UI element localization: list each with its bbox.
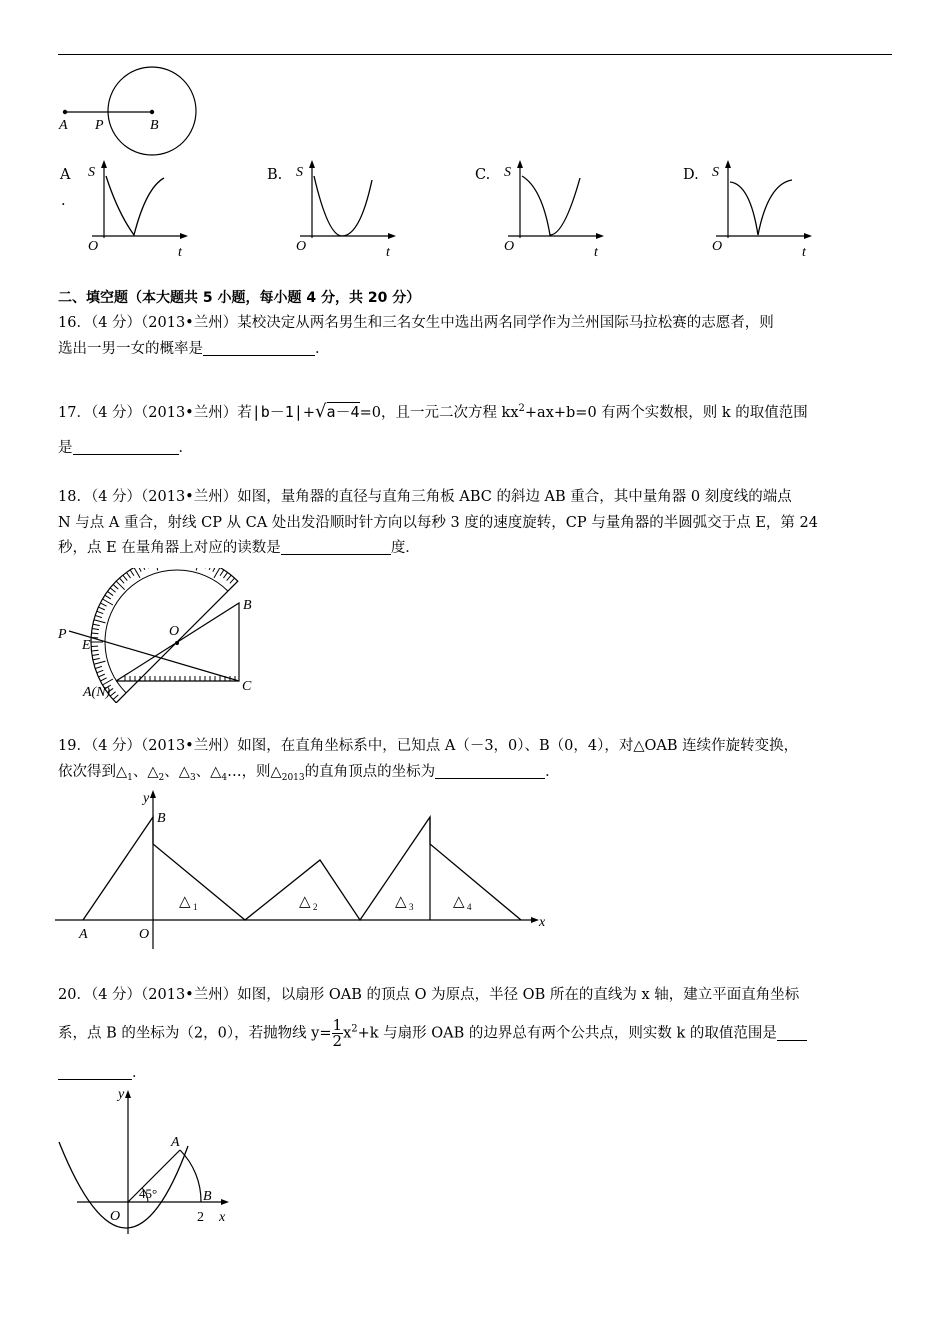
section-title: 二、填空题（本大题共 5 小题，每小题 4 分，共 20 分） <box>58 290 421 306</box>
protractor-tick <box>226 575 231 580</box>
graph-option-c <box>498 158 608 262</box>
svg-text:x: x <box>219 1210 226 1225</box>
point-a <box>63 110 67 114</box>
q20-line2: 系，点 B 的坐标为（2，0），若抛物线 y= $\frac{1}{2}$ $x^2+k$ 与扇形 OAB 的边界总有两个公共点，则实数 k 的取值范围是 <box>58 1018 807 1049</box>
protractor-tick <box>129 570 135 576</box>
svg-text:2: 2 <box>313 902 318 912</box>
graph-option-d <box>706 158 816 262</box>
svg-text:O: O <box>88 239 99 254</box>
svg-text:1: 1 <box>193 902 198 912</box>
svg-text:S: S <box>88 165 95 180</box>
curve-a <box>106 176 164 235</box>
protractor-tick <box>219 570 225 576</box>
circle-segment-figure <box>55 62 205 162</box>
protractor-figure <box>55 568 270 703</box>
svg-text:O: O <box>296 239 307 254</box>
q18-line3: 秒，点 E 在量角器上对应的读数是 度． <box>58 540 420 556</box>
q20-line3: ． <box>58 1062 147 1084</box>
point-b <box>150 110 154 114</box>
svg-text:O: O <box>169 624 180 639</box>
protractor-tick <box>93 621 100 628</box>
fraction-one-half: $\frac{1}{2}$ <box>332 1016 343 1050</box>
protractor-tick <box>93 656 100 663</box>
graph-option-b <box>290 158 400 262</box>
label-p: P <box>95 118 104 133</box>
q16-line2: 选出一男一女的概率是 ． <box>58 341 330 357</box>
angle-label: 45° <box>139 1186 158 1201</box>
protractor-tick <box>113 695 118 700</box>
q16-answer-blank[interactable] <box>203 339 315 356</box>
svg-text:t: t <box>386 245 390 260</box>
q20-line1: 20．（4 分）（2013•兰州）如图，以扇形 OAB 的顶点 O 为原点，半径 OB 所在的直线为 x 轴，建立平面直角坐标 <box>58 987 800 1003</box>
protractor-tick <box>92 626 99 633</box>
protractor-tick <box>136 568 142 572</box>
svg-text:x: x <box>539 915 546 930</box>
svg-text:3: 3 <box>409 902 414 912</box>
triangle-label-1: △ <box>179 894 191 910</box>
svg-text:B: B <box>203 1189 212 1204</box>
curve-b <box>314 176 372 236</box>
ray-cp <box>69 631 239 681</box>
svg-text:S: S <box>296 165 303 180</box>
option-c-label: C. <box>475 167 491 183</box>
protractor-tick <box>192 568 204 571</box>
triangle-label-4: △ <box>453 894 465 910</box>
graph-option-a <box>82 158 192 262</box>
svg-text:B: B <box>157 811 166 826</box>
q20-answer-blank-part2[interactable] <box>58 1063 132 1080</box>
protractor-tick <box>110 587 115 592</box>
protractor-tick <box>132 568 142 578</box>
protractor-tick <box>91 643 98 650</box>
q20-answer-blank-part1[interactable] <box>777 1024 807 1041</box>
sqrt-symbol: √ <box>315 400 327 422</box>
center-o <box>175 641 179 645</box>
protractor-tick <box>140 568 146 570</box>
svg-text:A: A <box>79 927 88 942</box>
svg-text:S: S <box>712 165 719 180</box>
protractor-tick <box>223 572 229 578</box>
protractor-tick <box>126 572 132 578</box>
label-b: B <box>150 118 159 133</box>
protractor-tick <box>91 647 98 654</box>
protractor-tick <box>211 568 217 572</box>
q17-line2: 是 ． <box>58 440 193 456</box>
q18-line1: 18．（4 分）（2013•兰州）如图，量角器的直径与直角三角板 ABC 的斜边 AB 重合，其中量角器 0 刻度线的端点 <box>58 489 792 505</box>
option-a-label: A <box>60 167 71 183</box>
q19-line2: 依次得到$\triangle_1$、$\triangle_2$、$\triangle_3$、$\triangle_4\dots$，则$\triangle_{2013}$的直角顶点的坐标为 ． <box>58 764 560 783</box>
svg-text:A(N): A(N) <box>83 685 111 700</box>
protractor-tick <box>105 594 111 600</box>
parabola-sector-figure <box>55 1084 245 1244</box>
q18-line2: N 与点 A 重合，射线 CP 从 CA 处出发沿顺时针方向以每秒 3 度的速度旋转，CP 与量角器的半圆弧交于点 E，第 24 <box>58 515 818 531</box>
q17-answer-blank[interactable] <box>73 438 179 455</box>
triangle-label-2: △ <box>299 894 311 910</box>
svg-text:P: P <box>58 627 67 642</box>
protractor-tick <box>150 568 162 571</box>
svg-text:O: O <box>712 239 723 254</box>
protractor-tick <box>119 578 124 583</box>
protractor-inner-arc <box>75 568 228 693</box>
svg-text:t: t <box>178 245 182 260</box>
svg-text:O: O <box>504 239 515 254</box>
label-a: A <box>59 118 68 133</box>
svg-text:B: B <box>243 598 252 613</box>
protractor-tick <box>91 630 98 637</box>
protractor-tick <box>212 568 222 578</box>
svg-text:2: 2 <box>197 1210 204 1225</box>
q17-line1: 17．（4 分）（2013•兰州）若|b－1|+√a－4=0，且一元二次方程 $kx^2+ax+b=0$ 有两个实数根，则 k 的取值范围 <box>58 400 808 422</box>
protractor-tick <box>92 651 99 658</box>
svg-text:t: t <box>594 245 598 260</box>
protractor-tick <box>122 575 127 580</box>
option-d-label: D. <box>683 167 699 183</box>
curve-d <box>730 180 792 235</box>
svg-text:C: C <box>242 679 252 694</box>
q16-line1: 16．（4 分）（2013•兰州）某校决定从两名男生和三名女生中选出两名同学作为兰州国际马拉松赛的志愿者，则 <box>58 315 774 331</box>
q19-line1: 19．（4 分）（2013•兰州）如图，在直角坐标系中，已知点 A（－3，0）、B（0，4），对△OAB 连续作旋转变换， <box>58 738 799 754</box>
protractor-tick <box>110 691 115 696</box>
svg-text:y: y <box>118 1087 125 1102</box>
triangle-label-3: △ <box>395 894 407 910</box>
q17-sqrt-expr: a－4 <box>326 402 360 421</box>
svg-text:E: E <box>82 638 91 653</box>
svg-text:O: O <box>139 927 150 942</box>
svg-text:O: O <box>110 1209 121 1224</box>
svg-text:A: A <box>171 1135 180 1150</box>
svg-text:y: y <box>143 791 150 806</box>
rotation-triangles-figure <box>55 784 555 954</box>
protractor-tick <box>107 591 113 597</box>
option-a-dot: . <box>61 193 66 209</box>
protractor-tick <box>113 584 118 589</box>
curve-c <box>522 176 580 235</box>
protractor-tick <box>230 578 235 583</box>
q17-abs-expr: |b－1| <box>251 402 303 421</box>
q18-answer-blank[interactable] <box>281 538 391 555</box>
protractor-tick <box>207 568 213 570</box>
svg-text:t: t <box>802 245 806 260</box>
protractor-tick <box>103 597 113 607</box>
q19-answer-blank[interactable] <box>435 762 545 779</box>
option-b-label: B. <box>267 167 283 183</box>
parabola <box>59 1142 188 1228</box>
header-rule <box>58 54 892 55</box>
svg-text:4: 4 <box>467 902 472 912</box>
svg-text:S: S <box>504 165 511 180</box>
